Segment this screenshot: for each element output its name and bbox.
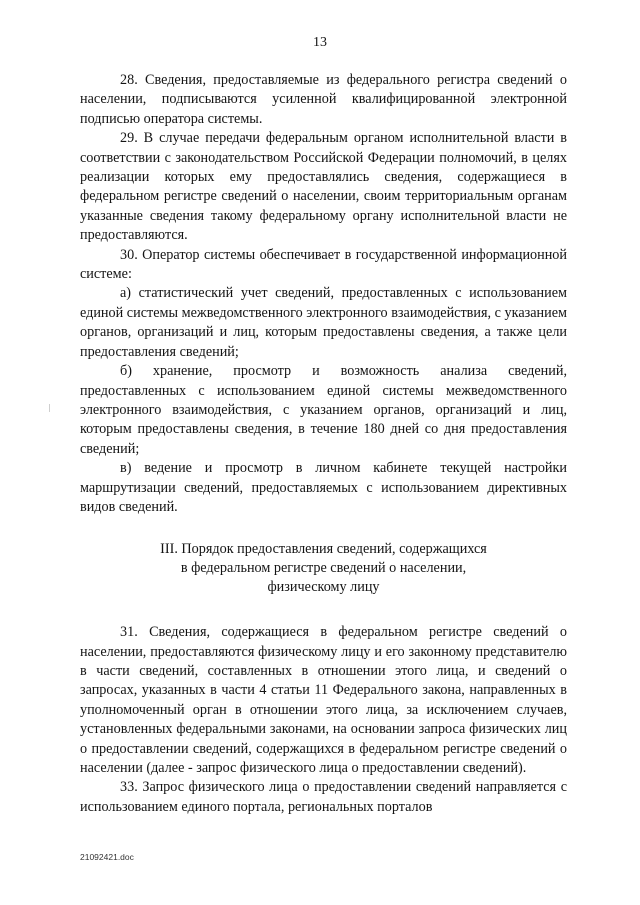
scan-margin-mark — [49, 404, 50, 412]
section-heading-line: в федеральном регистре сведений о населении, — [180, 559, 467, 576]
section-heading-line: III. Порядок предоставления сведений, содержащихся — [160, 541, 487, 558]
paragraph-29: 29. В случае передачи федеральным органом исполнительной власти в соответствии с законодательством Российской Федерации полномочий, в целях реализации которых ему предоставлялись сведения, содержащиеся в федеральном регистре сведений о населении, своим территориальным органам указанные сведения такому федеральному органу исполнительной власти не предоставляются. — [80, 130, 567, 244]
paragraph-28: 28. Сведения, предоставляемые из федерального регистра сведений о населении, подписываются усиленной квалифицированной электронной подписью оператора системы. — [80, 72, 567, 127]
page-number: 13 — [313, 35, 327, 50]
document-body — [80, 71, 567, 817]
footer-filename: 21092421.doc — [80, 852, 134, 862]
paragraph-30: 30. Оператор системы обеспечивает в государственной информационной системе: — [80, 246, 567, 283]
paragraph-30-b: б) хранение, просмотр и возможность анализа сведений, предоставленных с использованием единой системы межведомственного электронного взаимодействия, с указанием органов, организаций и лиц, которым предоставлены сведения, в течение 180 дней со дня предоставления сведений; — [80, 363, 567, 457]
paragraph-31: 31. Сведения, содержащиеся в федеральном регистре сведений о населении, предоставляются физическому лицу и его законному представителю в части сведений, составленных в отношении этого лица, и сведений о запросах, указанных в части 4 статьи 11 Федерального закона, направленных в уполномоченный орган в отношении этого лица, за исключением случаев, установленных федеральными законами, на основании запроса физических лиц о предоставлении сведений, содержащихся в федеральном регистре сведений о населении (далее - запрос физического лица о предоставлении сведений). — [80, 624, 567, 776]
paragraph-30-a: а) статистический учет сведений, предоставленных с использованием единой системы межведомственного электронного взаимодействия, с указанием органов, организаций и лиц, которым предоставлены сведения, а также цели предоставления сведений; — [80, 285, 567, 360]
section-heading-line: физическому лицу — [267, 578, 380, 595]
section-heading — [80, 540, 567, 596]
paragraph-33: 33. Запрос физического лица о предоставлении сведений направляется с использованием единого портала, региональных порталов — [80, 779, 567, 815]
paragraph-30-v: в) ведение и просмотр в личном кабинете текущей настройки маршрутизации сведений, предоставляемых с использованием директивных видов сведений. — [80, 460, 567, 515]
